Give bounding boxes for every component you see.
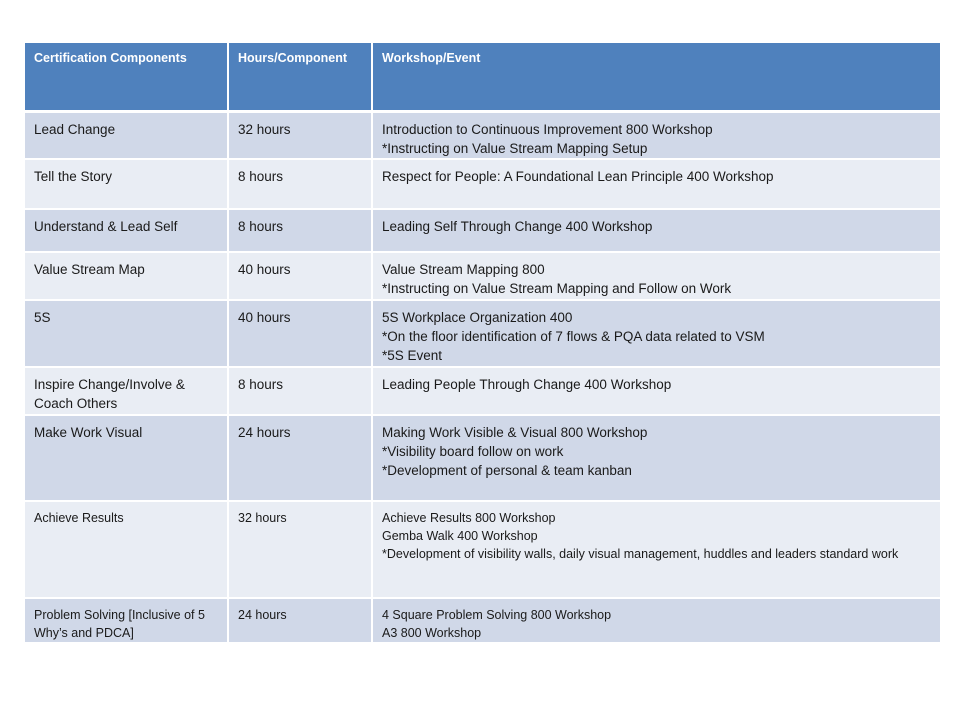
event-line: Gemba Walk 400 Workshop — [382, 529, 538, 543]
header-certification-components: Certification Components — [25, 43, 228, 111]
events-cell — [372, 111, 940, 159]
component-cell: Inspire Change/Involve & Coach Others — [25, 367, 228, 415]
events-cell — [372, 252, 940, 300]
component-cell: 5S — [25, 300, 228, 367]
component-cell: Achieve Results — [25, 501, 228, 598]
hours-cell: 8 hours — [228, 159, 372, 209]
event-line: *Instructing on Value Stream Mapping and Follow on Work — [382, 281, 732, 296]
event-line: *On the floor identification of 7 flows & PQA data related to VSM — [382, 329, 765, 344]
events-cell — [372, 598, 940, 643]
event-line: *Visibility board follow on work — [382, 444, 564, 459]
component-cell: Understand & Lead Self — [25, 209, 228, 252]
events-cell — [372, 209, 940, 252]
event-line: Value Stream Mapping 800 — [382, 262, 545, 277]
event-line: Achieve Results 800 Workshop — [382, 511, 556, 525]
table-row — [25, 367, 940, 415]
header-hours-component: Hours/Component — [228, 43, 372, 111]
event-line: 5S Workplace Organization 400 — [382, 310, 573, 325]
table-row — [25, 598, 940, 643]
events-cell — [372, 415, 940, 501]
table-row — [25, 159, 940, 209]
hours-cell: 32 hours — [228, 111, 372, 159]
table-row — [25, 300, 940, 367]
event-line: *Development of visibility walls, daily visual management, huddles and leaders standard work — [382, 547, 899, 561]
hours-cell: 40 hours — [228, 300, 372, 367]
event-line: Leading Self Through Change 400 Workshop — [382, 219, 653, 234]
hours-cell: 40 hours — [228, 252, 372, 300]
events-cell — [372, 300, 940, 367]
table-row — [25, 209, 940, 252]
event-line: Introduction to Continuous Improvement 800 Workshop — [382, 121, 713, 137]
certification-table — [25, 43, 940, 644]
header-workshop-event: Workshop/Event — [372, 43, 940, 111]
table-row — [25, 252, 940, 300]
event-line: A3 800 Workshop — [382, 626, 482, 640]
event-line: Respect for People: A Foundational Lean Principle 400 Workshop — [382, 169, 774, 184]
hours-cell: 8 hours — [228, 367, 372, 415]
component-cell: Make Work Visual — [25, 415, 228, 501]
component-cell: Lead Change — [25, 111, 228, 159]
event-line: *Instructing on Value Stream Mapping Setup — [382, 140, 648, 156]
events-cell — [372, 159, 940, 209]
hours-cell: 8 hours — [228, 209, 372, 252]
hours-cell: 24 hours — [228, 598, 372, 643]
hours-cell: 24 hours — [228, 415, 372, 501]
event-line: *Development of personal & team kanban — [382, 463, 632, 478]
event-line: Making Work Visible & Visual 800 Workshop — [382, 425, 648, 440]
event-line: *5S Event — [382, 348, 443, 363]
event-line: 4 Square Problem Solving 800 Workshop — [382, 608, 612, 622]
component-cell: Tell the Story — [25, 159, 228, 209]
table-row — [25, 501, 940, 598]
component-cell: Value Stream Map — [25, 252, 228, 300]
table-header-row — [25, 43, 940, 111]
events-cell — [372, 501, 940, 598]
hours-cell: 32 hours — [228, 501, 372, 598]
event-line: Leading People Through Change 400 Workshop — [382, 377, 672, 392]
table-row — [25, 111, 940, 159]
events-cell — [372, 367, 940, 415]
table-row — [25, 415, 940, 501]
component-cell: Problem Solving [Inclusive of 5 Why’s and PDCA] — [25, 598, 228, 643]
